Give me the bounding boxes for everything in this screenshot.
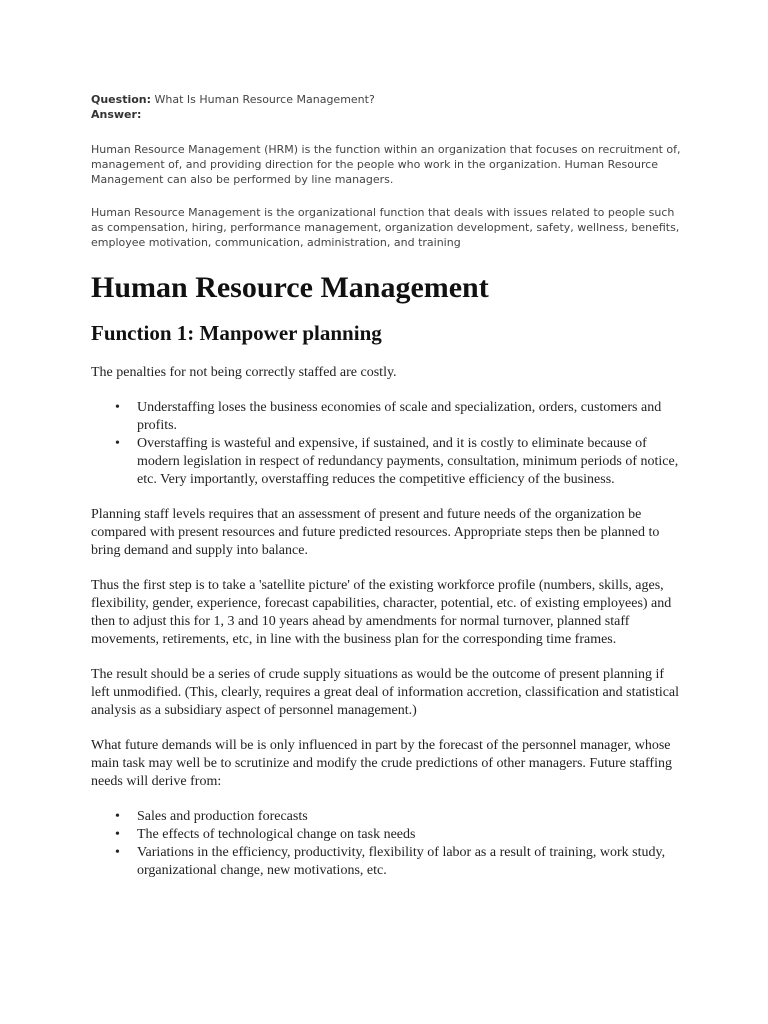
answer-line [91, 107, 683, 122]
bullet-icon: • [115, 845, 120, 860]
section-heading: Function 1: Manpower planning [91, 321, 382, 345]
body-paragraph: What future demands will be is only influenced in part by the forecast of the personnel manager, whose main task may well be to scrutinize and modify the crude predictions of other managers. Future staffing needs will derive from: [91, 738, 672, 789]
bullet-icon: • [115, 827, 120, 842]
list-item-text: Sales and production forecasts [137, 809, 308, 824]
page-title: Human Resource Management [91, 271, 489, 304]
question-label: Question: [91, 93, 152, 106]
list-item-text: The effects of technological change on task needs [137, 827, 416, 842]
body-paragraph: The result should be a series of crude supply situations as would be the outcome of present planning if left unmodified. (This, clearly, requires a great deal of information accretion, classification and statistical analysis as a subsidiary aspect of personnel management.) [91, 667, 680, 718]
list-item [91, 826, 683, 844]
intro-paragraph: The penalties for not being correctly staffed are costly. [91, 365, 397, 380]
future-needs-bullet-list [91, 808, 683, 880]
question-text: What Is Human Resource Management? [154, 93, 375, 106]
body-paragraph: Planning staff levels requires that an assessment of present and future needs of the organization be compared with present resources and future predicted resources. Appropriate steps then be planned to bring demand and supply into balance. [91, 507, 660, 558]
answer-paragraph-1: Human Resource Management (HRM) is the function within an organization that focuses on recruitment of, management of, and providing direction for the people who work in the organization. Human Resource Management can also be performed by line managers. [91, 143, 681, 186]
list-item-text: Overstaffing is wasteful and expensive, if sustained, and it is costly to eliminate because of modern legislation in respect of redundancy payments, consultation, minimum periods of notice, etc. Very importantly, overstaffing reduces the competitive efficiency of the business. [137, 436, 679, 487]
answer-label: Answer: [91, 108, 142, 121]
list-item-text: Understaffing loses the business economies of scale and specialization, orders, customers and profits. [137, 400, 662, 433]
bullet-icon: • [115, 809, 120, 824]
list-item [91, 808, 683, 826]
qa-section [91, 92, 683, 122]
staffing-bullet-list [91, 399, 683, 489]
list-item [91, 844, 683, 880]
list-item [91, 399, 683, 435]
list-item [91, 435, 683, 489]
bullet-icon: • [115, 436, 120, 451]
answer-paragraph-2: Human Resource Management is the organizational function that deals with issues related to people such as compensation, hiring, performance management, organization development, safety, wellness, benefits, employee motivation, communication, administration, and training [91, 206, 680, 249]
question-line [91, 92, 683, 107]
document-page [91, 92, 683, 880]
bullet-icon: • [115, 400, 120, 415]
body-paragraph: Thus the first step is to take a 'satellite picture' of the existing workforce profile (numbers, skills, ages, flexibility, gender, experience, forecast capabilities, character, potential, etc. of existing employees) and then to adjust this for 1, 3 and 10 years ahead by amendments for normal turnover, planned staff movements, retirements, etc, in line with the business plan for the corresponding time frames. [91, 578, 672, 647]
list-item-text: Variations in the efficiency, productivity, flexibility of labor as a result of training, work study, organizational change, new motivations, etc. [137, 845, 666, 878]
